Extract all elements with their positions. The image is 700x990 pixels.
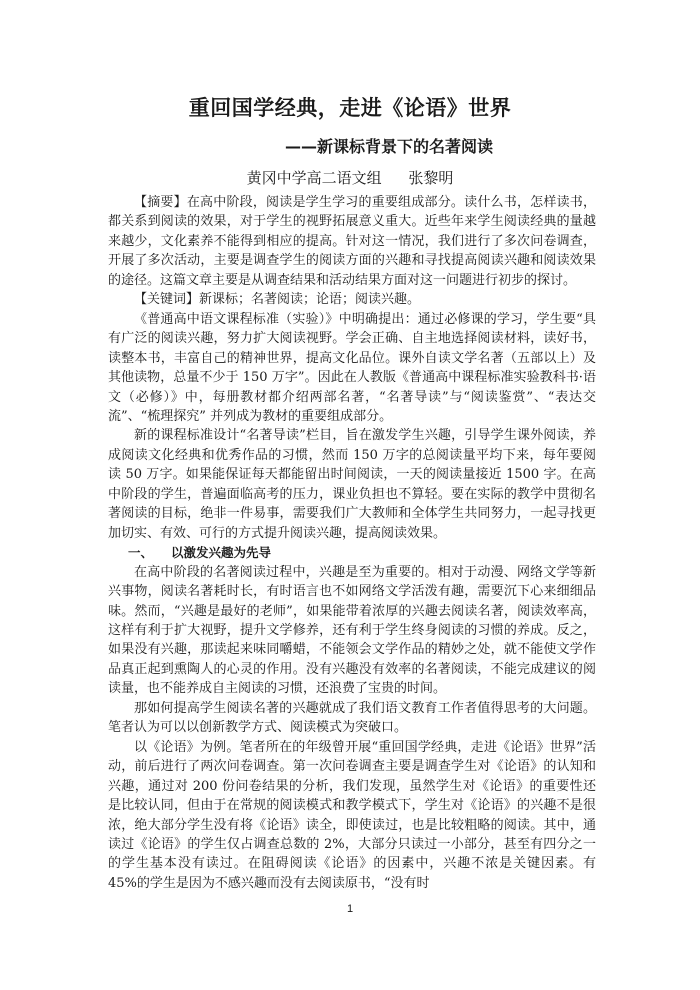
author-group: 黄冈中学高二语文组 xyxy=(246,169,382,187)
section-heading-number: 一、 xyxy=(128,545,154,561)
document-body xyxy=(108,193,596,893)
document-title: 重回国学经典，走进《论语》世界 xyxy=(188,96,512,120)
body-paragraph: 新的课程标准设计“名著导读”栏目，旨在激发学生兴趣，引导学生课外阅读，养成阅读文化经典和优秀作品的习惯，然而 150 万字的总阅读量平均下来，每年要阅读 50 万字。如果能保证每天都能留出时间阅读，一天的阅读量接近 1500 字。在高中阶段的学生，普遍面临高考的压力，课业负担也不算轻。要在实际的教学中贯彻名著阅读的目标，绝非一件易事，需要我们广大教师和全体学生共同努力，一起寻找更加切实、有效、可行的方式提升阅读兴趣，提高阅读效果。 xyxy=(108,428,596,541)
section-heading xyxy=(108,543,596,562)
document-subtitle: ——新课标背景下的名著阅读 xyxy=(285,137,494,156)
body-paragraph: 在高中阶段的名著阅读过程中，兴趣是至为重要的。相对于动漫、网络文学等新兴事物，阅读名著耗时长，有时语言也不如网络文学活泼有趣，需要沉下心来细细品味。然而，“兴趣是最好的老师”，如果能带着浓厚的兴趣去阅读名著，阅读效率高，这样有利于扩大视野，提升文学修养，还有利于学生终身阅读的习惯的养成。反之，如果没有兴趣，那读起来味同嚼蜡，不能领会文学作品的精妙之处，就不能使文学作品真正起到熏陶人的心灵的作用。没有兴趣没有效率的名著阅读，不能完成建议的阅读量，也不能养成自主阅读的习惯，还浪费了宝贵的时间。 xyxy=(108,564,596,697)
body-paragraph: 以《论语》为例。笔者所在的年级曾开展“重回国学经典，走进《论语》世界”活动，前后进行了两次问卷调查。第一次问卷调查主要是调查学生对《论语》的认知和兴趣，通过对 200 份问卷结果的分析，我们发现，虽然学生对《论语》的重要性还是比较认同，但由于在常规的阅读模式和教学模式下，学生对《论语》的兴趣不是很浓，绝大部分学生没有将《论语》读全，即使读过，也是比较粗略的阅读。其中，通读过《论语》的学生仅占调查总数的 2%，大部分只读过一小部分，甚至有四分之一的学生基本没有读过。在阻碍阅读《论语》的因素中，兴趣不浓是关键因素。有 45%的学生是因为不感兴趣而没有去阅读原书，“没有时 xyxy=(108,739,596,891)
keywords-paragraph: 【关键词】新课标；名著阅读；论语；阅读兴趣。 xyxy=(134,292,421,308)
author-line xyxy=(0,167,700,188)
abstract-paragraph: 【摘要】在高中阶段，阅读是学生学习的重要组成部分。读什么书，怎样读书，都关系到阅读的效果，对于学生的视野拓展意义重大。近些年来学生阅读经典的量越来越少，文化素养不能得到相应的提高。针对这一情况，我们进行了多次问卷调查，开展了多次活动，主要是调查学生的阅读方面的兴趣和寻找提高阅读兴趣和阅读效果的途径。这篇文章主要是从调查结果和活动结果方面对这一问题进行初步的探讨。 xyxy=(108,195,596,288)
author-name: 张黎明 xyxy=(408,169,454,187)
section-heading-text: 以激发兴趣为先导 xyxy=(171,545,272,561)
page-number: 1 xyxy=(346,903,354,915)
body-paragraph: 《普通高中语文课程标准（实验）》中明确提出：通过必修课的学习，学生要“具有广泛的阅读兴趣，努力扩大阅读视野。学会正确、自主地选择阅读材料，读好书，读整本书，丰富自己的精神世界，提高文化品位。课外自读文学名著（五部以上）及其他读物，总量不少于 150 万字”。因此在人教版《普通高中课程标准实验教科书·语文（必修）》中，每册教材都介绍两部名著，“名著导读”与“阅读鉴赏”、“表达交流”、“梳理探究” 并列成为教材的重要组成部分。 xyxy=(108,311,596,424)
body-paragraph: 那如何提高学生阅读名著的兴趣就成了我们语文教育工作者值得思考的大问题。笔者认为可以以创新教学方式、阅读模式为突破口。 xyxy=(108,700,596,736)
